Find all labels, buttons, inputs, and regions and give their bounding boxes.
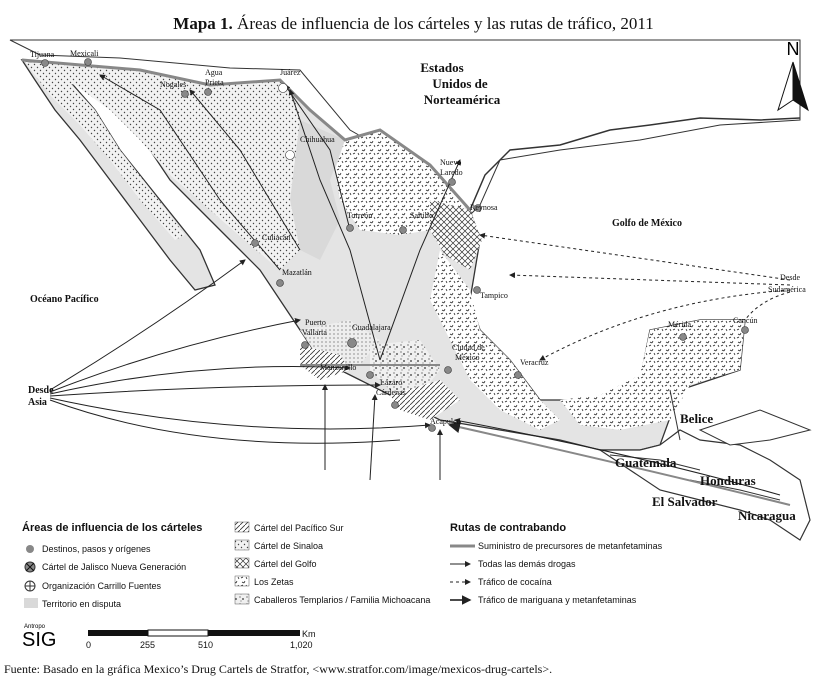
scale-unit: Km <box>302 629 316 639</box>
city-dot-lazaro-cardenas <box>392 402 399 409</box>
legend-disputed-swatch <box>24 598 38 608</box>
cuba <box>700 410 810 445</box>
legend-pacsur-swatch <box>235 522 249 532</box>
route-asia-south <box>50 400 400 443</box>
label-guatemala: Guatemala <box>615 455 677 470</box>
city-dot-merida <box>680 334 687 341</box>
city-dot-cancun <box>742 327 749 334</box>
city-dot-saltillo <box>400 227 407 234</box>
legend-item-sinaloa: Cártel de Sinaloa <box>254 541 324 551</box>
label-mexicali: Mexicali <box>70 49 99 58</box>
scale-tick-510: 510 <box>198 640 214 650</box>
label-veracruz: Veracruz <box>520 358 549 367</box>
scale-tick-0: 0 <box>86 640 92 650</box>
city-dot-agua-prieta <box>205 89 212 96</box>
label-pv-2: Vallarta <box>302 328 327 337</box>
label-cdmx-2: México <box>455 353 480 362</box>
label-lc-1: Lázaro <box>380 378 403 387</box>
legend-jalisco-icon <box>25 562 35 572</box>
legend-item-precursor: Suministro de precursores de metanfetaminas <box>478 541 663 551</box>
city-dot-cdmx <box>445 367 452 374</box>
label-manzanillo: Manzanillo <box>320 363 357 372</box>
city-dot-nogales <box>182 91 189 98</box>
label-usa-3: Norteamérica <box>423 92 501 107</box>
label-belize: Belice <box>680 411 714 426</box>
north-label: N <box>786 39 800 59</box>
scale-tick-1020: 1,020 <box>290 640 313 650</box>
legend-item-templarios: Caballeros Templarios / Familia Michoacana <box>254 595 431 605</box>
label-sa-2: Sudamérica <box>768 285 806 294</box>
label-usa-1: Estados <box>420 60 464 75</box>
label-nuevo-1: Nuevo <box>440 158 462 167</box>
label-culiacan: Culiacán <box>262 233 291 242</box>
label-pv-1: Puerto <box>305 318 326 327</box>
legend-cartels <box>22 521 430 609</box>
source-note: Fuente: Basado en la gráfica Mexico’s Drug Cartels de Stratfor, <www.stratfor.com/image/mexicos-drug-cartels>. <box>4 662 553 676</box>
label-pacific: Océano Pacífico <box>30 294 99 305</box>
label-cancun: Cancún <box>733 316 758 325</box>
label-nuevo-2: Laredo <box>440 168 463 177</box>
scale-bar <box>86 629 316 650</box>
label-guadalajara: Guadalajara <box>352 323 391 332</box>
legend-zetas-swatch <box>235 576 249 586</box>
legend-item-disputed: Territorio en disputa <box>42 599 122 609</box>
label-saltillo: Saltillo <box>410 211 434 220</box>
city-dot-puerto-vallarta <box>302 342 309 349</box>
route-asia-lc <box>50 385 380 396</box>
city-dot-nuevo-laredo <box>449 179 456 186</box>
legend-carrillo-icon <box>25 581 35 591</box>
label-nicaragua: Nicaragua <box>738 508 796 523</box>
legend-item-jalisco: Cártel de Jalisco Nueva Generación <box>42 562 187 572</box>
legend-item-carrillo: Organización Carrillo Fuentes <box>42 581 162 591</box>
legend-item-cocaine: Tráfico de cocaína <box>478 577 552 587</box>
label-gulf: Golfo de México <box>612 218 682 229</box>
city-dot-juarez <box>279 84 288 93</box>
legend-item-pacsur: Cártel del Pacífico Sur <box>254 523 344 533</box>
legend-routes <box>450 522 663 605</box>
logo-big-text: SIG <box>22 629 57 651</box>
legend-item-zetas: Los Zetas <box>254 577 294 587</box>
route-asia-mazatlan <box>50 320 300 392</box>
label-sa-1: Desde <box>780 273 800 282</box>
city-dot-mexicali <box>85 59 92 66</box>
city-dot-veracruz <box>515 372 522 379</box>
legend-item-golfo: Cártel del Golfo <box>254 559 317 569</box>
map-title-number: Mapa 1. <box>173 14 233 33</box>
route-asia-manzanillo <box>50 366 350 394</box>
label-lc-2: Cárdenas <box>376 388 406 397</box>
city-dot-torreon <box>347 225 354 232</box>
city-dot-mazatlan <box>277 280 284 287</box>
label-honduras: Honduras <box>700 473 756 488</box>
label-agua-1: Agua <box>205 68 223 77</box>
label-reynosa: Reynosa <box>470 203 498 212</box>
logo-small-text: Antropo <box>24 624 46 630</box>
label-tampico: Tampico <box>480 291 508 300</box>
legend-templarios-swatch <box>235 594 249 604</box>
route-pacific-2 <box>370 395 375 480</box>
antroposig-logo <box>22 624 56 651</box>
legend-item-destinos: Destinos, pasos y orígenes <box>42 544 151 554</box>
legend-dot-icon <box>26 545 34 553</box>
label-juarez: Juárez <box>280 68 301 77</box>
city-dot-tijuana <box>42 60 49 67</box>
route-asia-culiacan <box>50 260 245 390</box>
city-dot-manzanillo <box>367 372 374 379</box>
label-usa-2: Unidos de <box>432 76 488 91</box>
legend-golfo-swatch <box>235 558 249 568</box>
legend-item-other-drugs: Todas las demás drogas <box>478 559 576 569</box>
label-acapulco: Acapulco <box>430 417 461 426</box>
label-agua-2: Prieta <box>205 78 224 87</box>
scale-tick-255: 255 <box>140 640 156 650</box>
label-tijuana: Tijuana <box>30 50 55 59</box>
label-torreon: Torreón <box>347 211 373 220</box>
legend-cartels-heading: Áreas de influencia de los cárteles <box>22 522 203 534</box>
city-dot-culiacan <box>252 240 259 247</box>
label-el-salvador: El Salvador <box>652 494 718 509</box>
legend-routes-heading: Rutas de contrabando <box>450 522 567 534</box>
label-asia-1: Desde <box>28 385 54 396</box>
zone-zetas-yucatan <box>560 320 745 430</box>
label-chihuahua: Chihuahua <box>300 135 335 144</box>
route-sa-tampico <box>510 275 790 285</box>
map-title-text: Áreas de influencia de los cárteles y las rutas de tráfico, 2011 <box>232 14 654 33</box>
route-sa-reynosa <box>480 235 790 280</box>
label-cdmx-1: Ciudad de <box>452 343 485 352</box>
label-nogales: Nogales <box>160 80 187 89</box>
city-dot-guadalajara <box>348 339 357 348</box>
city-dot-chihuahua <box>286 151 295 160</box>
label-mazatlan: Mazatlán <box>282 268 312 277</box>
legend-item-marijuana: Tráfico de mariguana y metanfetaminas <box>478 595 637 605</box>
label-asia-2: Asia <box>28 397 47 408</box>
legend-sinaloa-swatch <box>235 540 249 550</box>
label-merida: Mérida <box>668 320 692 329</box>
